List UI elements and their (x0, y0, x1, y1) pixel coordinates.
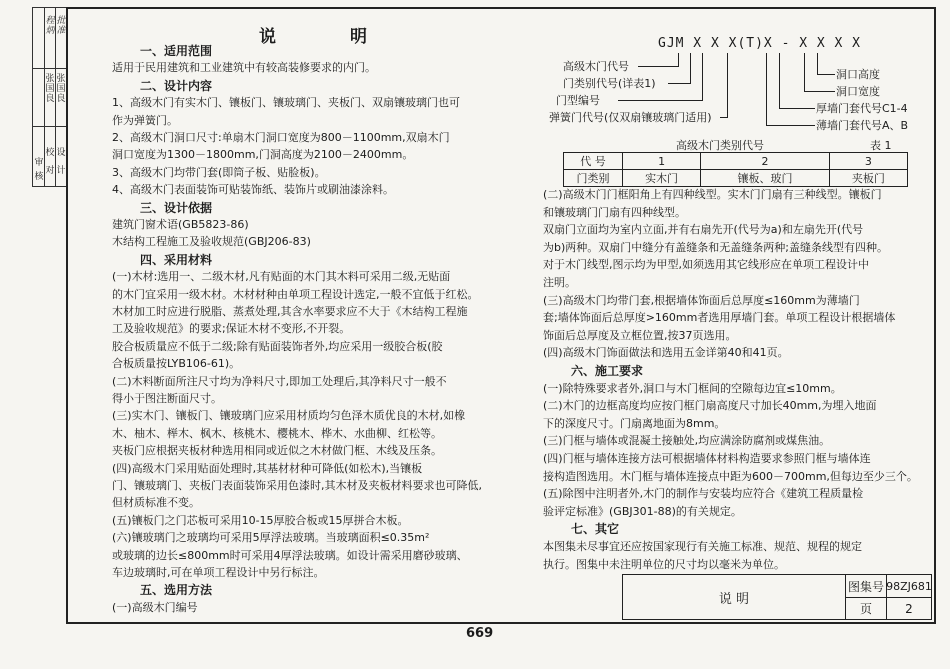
designer-label: 计 (56, 166, 66, 176)
page-number: 669 (466, 626, 494, 641)
table-cell: 代 号 (564, 153, 623, 170)
text-line: 胶合板质量应不低于二级;除有贴面装饰者外,均应采用一级胶合板(胶 (112, 339, 443, 353)
text-line: 车边玻璃时,可在单项工程设计中另行标注。 (112, 566, 325, 579)
text-line: 木、柚木、榉木、枫木、核桃木、樱桃木、桦木、水曲柳、红松等。 (112, 426, 442, 440)
table-row (564, 153, 908, 170)
table-row (564, 170, 908, 187)
section-heading: 七、其它 (571, 522, 620, 537)
text-line: 4、高级木门表面装饰可贴装饰纸、装饰片或刷油漆涂料。 (112, 183, 394, 197)
title-block-name: 说 明 (622, 574, 846, 620)
text-line: 为b)两种。双扇门中缝分有盖缝条和无盖缝条两种;盖缝条线型有四种。 (543, 240, 888, 254)
text-line: 和镶玻璃门门扇有四种线型。 (543, 205, 686, 219)
text-line: (一)除特殊要求者外,洞口与木门框间的空隙每边宜≤10mm。 (543, 381, 842, 395)
text-line: (二)木门的边框高度均应按门框门扇高度尺寸加长40mm,为埋入地面 (543, 399, 877, 413)
code-annotation: 薄墙门套代号A、B (816, 119, 909, 132)
text-line: 木结构工程施工及验收规范(GBJ206-83) (112, 235, 311, 249)
atlas-number-value: 98ZJ681 (886, 574, 932, 598)
door-category-table (563, 152, 908, 187)
text-line: 适用于民用建筑和工业建筑中有较高装修要求的内门。 (112, 61, 376, 75)
designer-name: 张国良 (56, 74, 66, 104)
section-heading: 二、设计内容 (140, 78, 213, 93)
text-line: 作为弹簧门。 (112, 113, 178, 127)
title-block (622, 574, 932, 620)
text-line: (五)除图中注明者外,木门的制作与安装均应符合《建筑工程质量检 (543, 487, 864, 501)
code-annotation: 洞口宽度 (836, 85, 880, 98)
text-line: 双扇门立面均为室内立面,并有右扇先开(代号为a)和左扇先开(代号 (543, 223, 864, 237)
code-format: GJM X X X(T)X - X X X X (658, 36, 862, 51)
text-line: (一)高级木门编号 (112, 600, 198, 614)
code-annotation: 门型编号 (556, 94, 600, 107)
table-number: 表 1 (870, 139, 892, 152)
checker-label: 对 (45, 166, 55, 176)
text-line: (三)实木门、镶板门、镶玻璃门应采用材质均匀色泽木质优良的木材,如橡 (112, 409, 466, 423)
text-line: 工及验收规范》的要求;保证木材不变形,不开裂。 (112, 322, 351, 336)
designer-label: 设 (56, 148, 66, 158)
text-line: 得小于图注断面尺寸。 (112, 392, 222, 405)
table-cell: 1 (623, 153, 701, 170)
text-line: 洞口宽度为1300－1800mm,门洞高度为2100－2400mm。 (112, 148, 414, 162)
text-line: 注明。 (543, 276, 576, 289)
section-heading: 六、施工要求 (571, 364, 644, 378)
approval-label: 审 (34, 158, 44, 168)
text-line: 3、高级木门均带门套(即筒子板、贴脸板)。 (112, 165, 326, 179)
text-line: (四)高级木门饰面做法和选用五金详第40和41页。 (543, 346, 789, 360)
text-line: 本图集未尽事宜还应按国家现行有关施工标准、规范、规程的规定 (543, 540, 862, 553)
text-line: (一)木材:选用一、二级木材,凡有贴面的木门其木料可采用二级,无贴面 (112, 270, 451, 284)
text-line: 2、高级木门洞口尺寸:单扇木门洞口宽度为800－1100mm,双扇木门 (112, 131, 450, 144)
code-annotation: 弹簧门代号(仅双扇镶玻璃门适用) (549, 111, 712, 124)
text-line: 饰面后总厚度及立框位置,按37页选用。 (543, 328, 737, 342)
text-line: 的木门宜采用一级木材。木材材种由单项工程设计选定,一般不宜低于红松。 (112, 287, 479, 301)
code-annotation: 高级木门代号 (563, 60, 629, 73)
section-heading: 四、采用材料 (140, 252, 213, 267)
text-line: 对于木门线型,图示均为甲型,如须选用其它线形应在单项工程设计中 (543, 258, 869, 272)
text-line: 门、镶玻璃门、夹板门表面装饰采用色漆时,其木材及夹板材料要求也可降低, (112, 479, 482, 492)
text-line: (六)镶玻璃门之玻璃均可采用5厚浮法玻璃。当玻璃面积≤0.35m² (112, 531, 430, 545)
checker-name: 张国良 (45, 74, 55, 104)
approval-block (32, 7, 67, 187)
code-annotation: 洞口高度 (836, 68, 880, 81)
text-line: 但材质标准不变。 (112, 496, 200, 510)
text-line: (四)高级木门采用贴面处理时,其基材材种可降低(如松木),当镶板 (112, 461, 423, 475)
page-value: 2 (886, 597, 932, 620)
table-cell: 2 (701, 153, 830, 170)
text-line: 套;墙体饰面后总厚度>160mm者选用厚墙门套。单项工程设计根据墙体 (543, 311, 896, 325)
table-cell: 3 (829, 153, 907, 170)
page-label: 页 (845, 597, 887, 620)
code-annotation: 门类别代号(详表1) (563, 77, 656, 90)
table-cell: 实木门 (623, 170, 701, 187)
section-heading: 一、适用范围 (140, 44, 213, 58)
text-line: 夹板门应根据夹板材种选用相同或近似之木材做门框、木线及压条。 (112, 444, 442, 458)
text-line: (四)门框与墙体连接方法可根据墙体材料构造要求参照门框与墙体连 (543, 452, 871, 465)
text-line: (五)镶板门之门芯板可采用10-15厚胶合板或15厚拼合木板。 (112, 513, 409, 527)
section-heading: 五、选用方法 (140, 583, 213, 598)
signature: 批 准 (56, 16, 66, 36)
text-line: 建筑门窗术语(GB5823-86) (112, 218, 249, 231)
approval-label: 核 (34, 172, 44, 182)
section-heading: 三、设计依据 (140, 200, 213, 215)
table-caption: 高级木门类别代号 (676, 139, 764, 152)
text-line: 下的深度尺寸。门扇离地面为8mm。 (543, 416, 726, 430)
text-line: 1、高级木门有实木门、镶板门、镶玻璃门、夹板门、双扇镶玻璃门也可 (112, 96, 460, 110)
text-line: (三)高级木门均带门套,根据墙体饰面后总厚度≤160mm为薄墙门 (543, 293, 860, 307)
text-line: 木材加工时应进行脱脂、蒸煮处理,其含水率要求应不大于《木结构工程施 (112, 305, 468, 318)
signature: 程 炳 (45, 16, 55, 36)
text-line: 合板质量按LYB106-61)。 (112, 357, 241, 371)
text-line: (二)木料断面所注尺寸均为净料尺寸,即加工处理后,其净料尺寸一般不 (112, 374, 447, 388)
table-cell: 门类别 (564, 170, 623, 187)
table-cell: 镶板、玻门 (701, 170, 830, 187)
atlas-number-label: 图集号 (845, 574, 887, 598)
page-title: 说 明 (259, 27, 401, 47)
code-annotation: 厚墙门套代号C1-4 (816, 102, 908, 115)
text-line: 接构造图选用。木门框与墙体连接点中距为600－700mm,但每边至少三个。 (543, 469, 918, 483)
text-line: (二)高级木门门框阳角上有四种线型。实木门门扇有三种线型。镶板门 (543, 188, 882, 201)
text-line: (三)门框与墙体或混凝土接触处,均应满涂防腐剂或煤焦油。 (543, 434, 831, 448)
checker-label: 校 (45, 148, 55, 158)
text-line: 验评定标准》(GBJ301-88)的有关规定。 (543, 504, 742, 518)
table-cell: 夹板门 (829, 170, 907, 187)
text-line: 或玻璃的边长≤800mm时可采用4厚浮法玻璃。如设计需采用磨砂玻璃、 (112, 548, 468, 562)
text-line: 执行。图集中未注明单位的尺寸均以毫米为单位。 (543, 557, 785, 571)
